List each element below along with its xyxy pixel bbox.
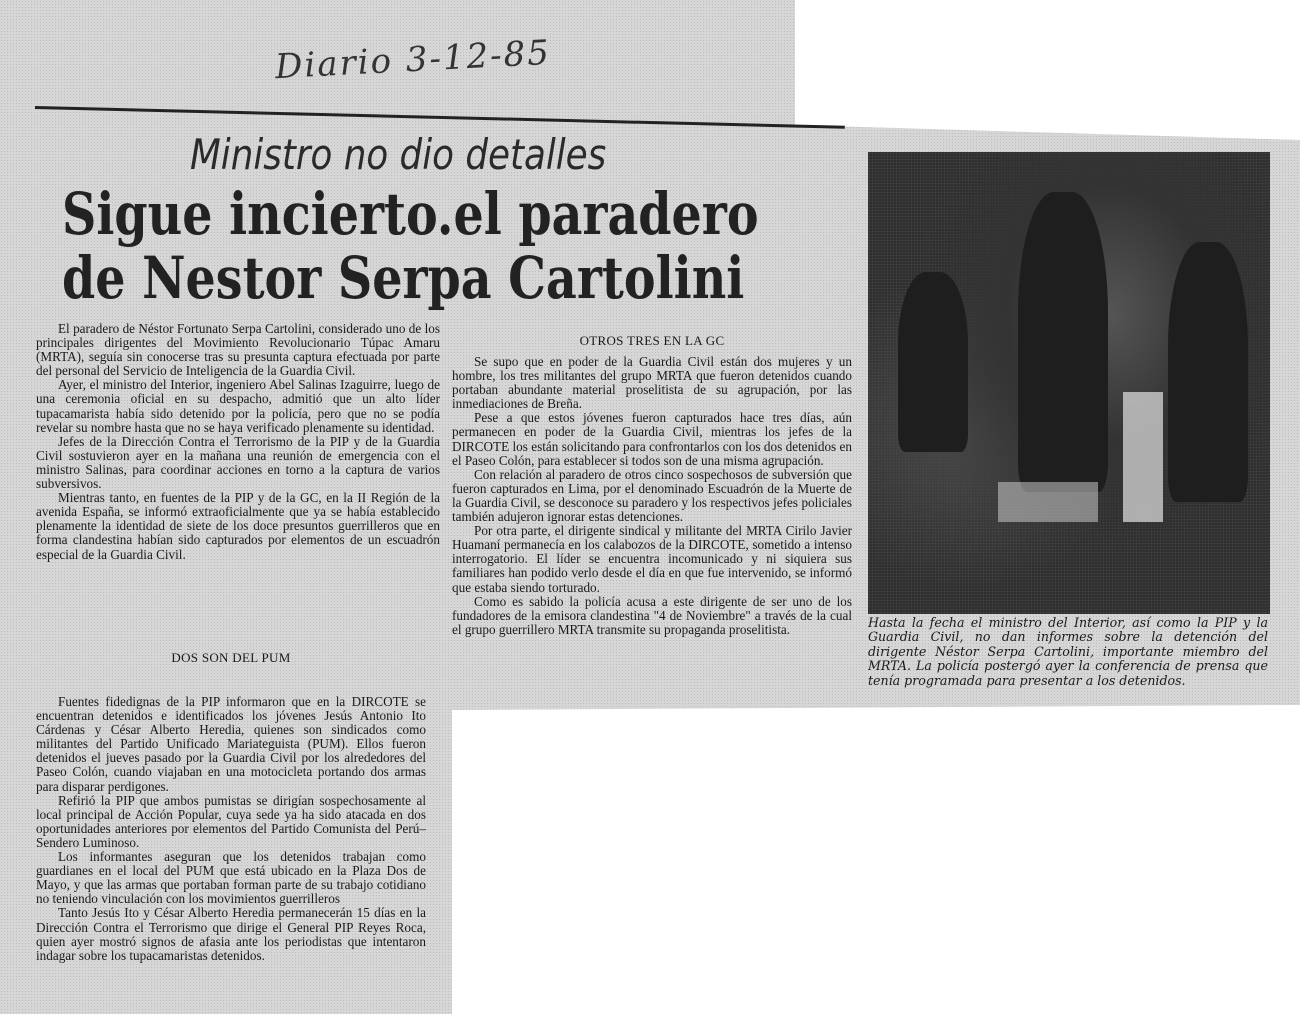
photo-highlight bbox=[1123, 392, 1163, 522]
subheading-dos-son-del-pum: DOS SON DEL PUM bbox=[171, 650, 291, 665]
paragraph: Los informantes aseguran que los detenidos trabajan como guardianes en el local del PUM que está ubicado en la Plaza Dos de Mayo, y que las armas que portaban forman parte de su trabajo cotidiano no teniendo vinculación con los movimientos guerrilleros bbox=[36, 849, 426, 907]
article-column-1 bbox=[36, 322, 440, 562]
paragraph: El paradero de Néstor Fortunato Serpa Cartolini, considerado uno de los principales dirigentes del Movimiento Revolucionario Túpac Amaru (MRTA), seguía sin conocerse tras su presunta captura efectuada por parte del personal del Servicio de Inteligencia de la Guardia Civil. bbox=[36, 321, 440, 379]
photo-table bbox=[998, 482, 1098, 522]
subheading-otros-tres: OTROS TRES EN LA GC bbox=[579, 333, 725, 348]
photo-figure bbox=[1018, 192, 1108, 492]
paragraph: Ayer, el ministro del Interior, ingeniero Abel Salinas Izaguirre, luego de una ceremonia oficial en su despacho, admitió que un alto líder tupacamarista había sido detenido por la policía, pero que no se podía revelar su nombre hasta que no se haya verificado plenamente su identidad. bbox=[36, 377, 440, 435]
main-headline: Sigue incierto.el paradero de Nestor Serpa Cartolini bbox=[62, 180, 759, 312]
paragraph: Refirió la PIP que ambos pumistas se dirigían sospechosamente al local principal de Acción Popular, cuya sede ya ha sido atacada en dos oportunidades anteriores por elementos del Partido Comunista del Perú–Sendero Luminoso. bbox=[36, 792, 426, 850]
photo-figure bbox=[1168, 242, 1248, 502]
handwritten-date-note: Diario 3-12-85 bbox=[274, 32, 552, 88]
paragraph: Jefes de la Dirección Contra el Terrorismo de la PIP y de la Guardia Civil sostuvieron ayer en la mañana una reunión de emergencia con el ministro Salinas, para coordinar acciones en torno a la captura de varios subversivos. bbox=[36, 433, 440, 492]
paragraph: Con relación al paradero de otros cinco sospechosos de subversión que fueron capturados en Lima, por el denominado Escuadrón de la Muerte de la Guardia Civil, se desconoce su paradero y los respectivos jefes policiales también adujeron ignorar estas detenciones. bbox=[452, 466, 852, 525]
paragraph: Mientras tanto, en fuentes de la PIP y de la GC, en la II Región de la avenida España, se informó extraoficialmente que ya se había establecido plenamente la identidad de siete de los doce presuntos guerrilleros que en forma clandestina habían sido capturados por elementos de un escuadrón especial de la Guardia Civil. bbox=[36, 490, 440, 562]
paragraph: Fuentes fidedignas de la PIP informaron que en la DIRCOTE se encuentran detenidos e identificados los jóvenes Jesús Antonio Ito Cárdenas y César Alberto Heredia, quienes son sindicados como militantes del Partido Unificado Mariateguista (PUM). Ellos fueron detenidos el jueves pasado por la Guardia Civil por los alrededores del Paseo Colón, cuando viajaban en una motocicleta portando dos armas para disparar perdigones. bbox=[36, 694, 426, 794]
paragraph: Tanto Jesús Ito y César Alberto Heredia permanecerán 15 días en la Dirección Contra el Terrorismo que dirige el General PIP Reyes Roca, quien ayer mostró signos de afasia ante los periodistas que intentaron indagar sobre los tupacamaristas detenidos. bbox=[36, 905, 426, 963]
kicker-headline: Ministro no dio detalles bbox=[190, 130, 607, 179]
photo-caption: Hasta la fecha el ministro del Interior, así como la PIP y la Guardia Civil, no dan informes sobre la detención del dirigente Néstor Serpa Cartolini, importante miembro del MRTA. La policía postergó ayer la conferencia de prensa que tenía programada para presentar a los detenidos. bbox=[868, 615, 1268, 688]
news-photo bbox=[868, 152, 1270, 614]
paragraph: Pese a que estos jóvenes fueron capturados hace tres días, aún permanecen en poder de la Guardia Civil, mientras los jefes de la DIRCOTE los están solicitando para confrontarlos con los dos detenidos en el Paseo Colón, para establecer si todos son de una misma agrupación. bbox=[452, 410, 852, 468]
photo-figure bbox=[898, 272, 968, 452]
paragraph: Se supo que en poder de la Guardia Civil están dos mujeres y un hombre, los tres militantes del grupo MRTA que fueron detenidos cuando portaban abundante material proselitista de su agrupación, por las inmediaciones de Breña. bbox=[452, 354, 852, 412]
paragraph: Por otra parte, el dirigente sindical y militante del MRTA Cirilo Javier Huamaní permanecía en los calabozos de la DIRCOTE, sometido a intenso interrogatorio. El líder se encuentra incomunicado y ni siquiera sus familiares han podido verlo desde el día en que fue intervenido, se informó que estaba siendo torturado. bbox=[452, 523, 852, 595]
paragraph: Como es sabido la policía acusa a este dirigente de ser uno de los fundadores de la emisora clandestina "4 de Noviembre" a través de la cual el grupo guerrillero MRTA transmite su propaganda proselitista. bbox=[452, 593, 852, 637]
article-column-1b bbox=[36, 695, 426, 963]
article-column-2 bbox=[452, 355, 852, 637]
